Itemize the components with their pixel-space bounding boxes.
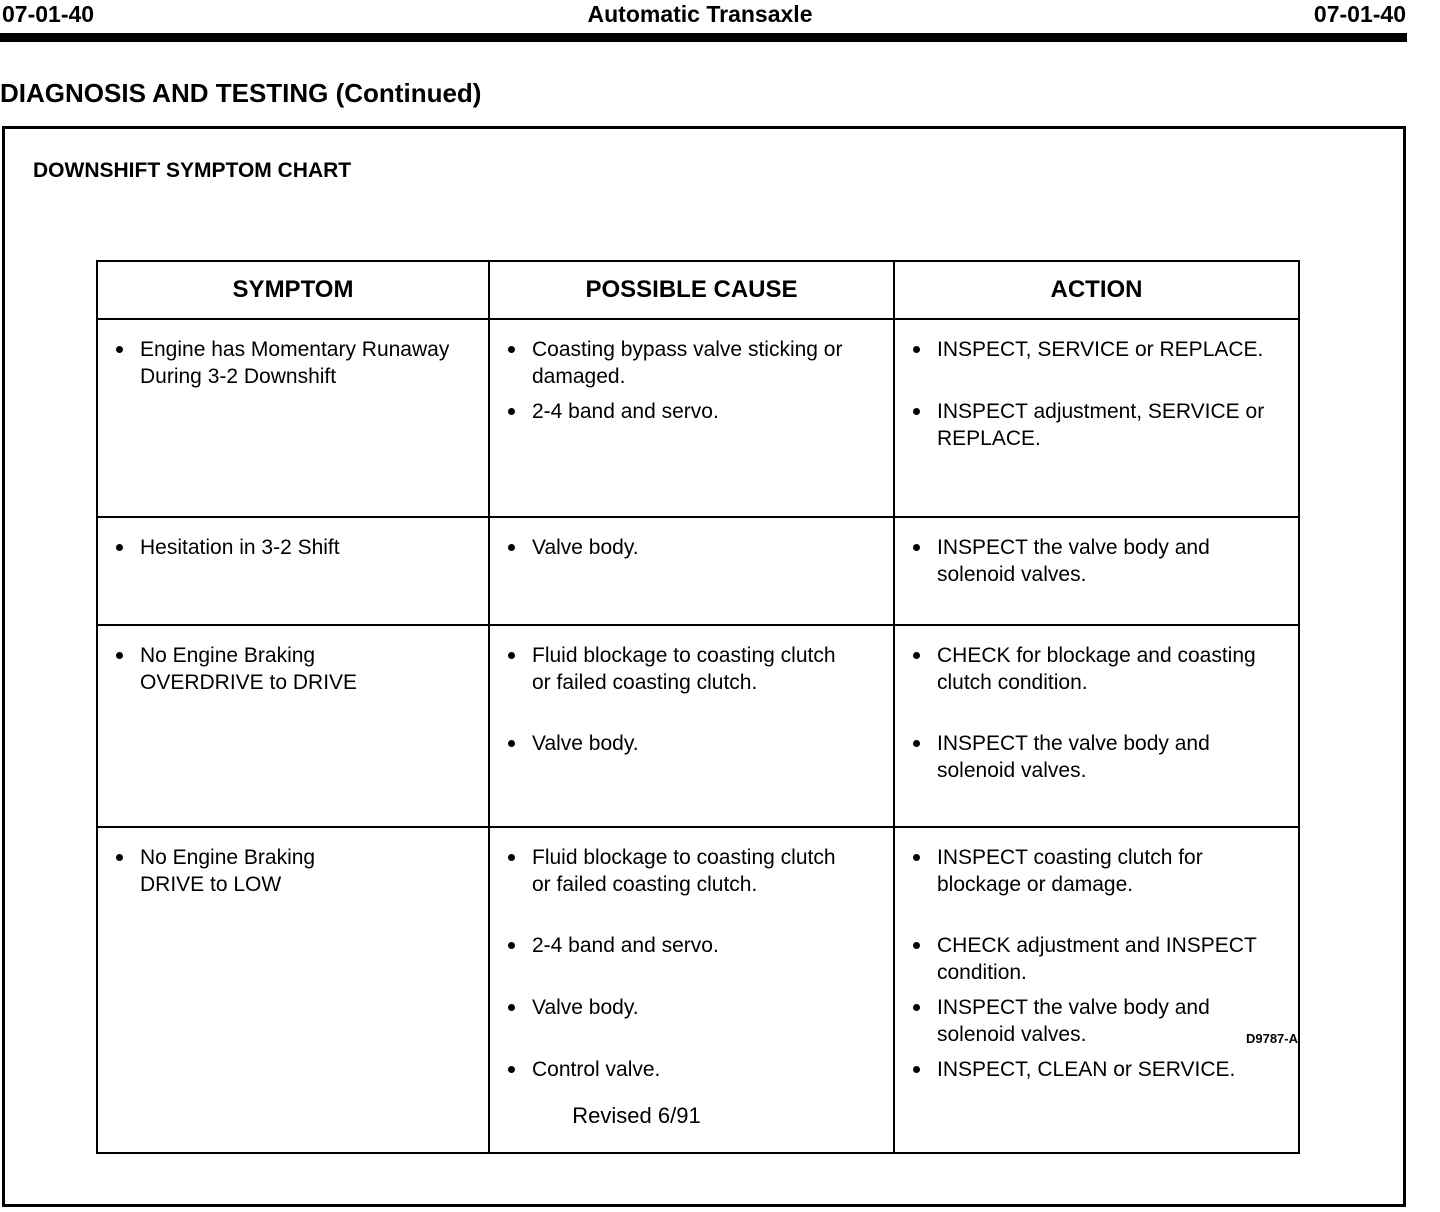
symptom-cell	[97, 625, 489, 827]
chart-title: DOWNSHIFT SYMPTOM CHART	[33, 159, 352, 182]
cause-item: Fluid blockage to coasting clutch or failed coasting clutch.	[502, 844, 843, 932]
action-item: CHECK for blockage and coasting clutch condition.	[907, 642, 1288, 730]
action-item: INSPECT, CLEAN or SERVICE.	[907, 1056, 1288, 1083]
action-cell	[894, 319, 1299, 517]
action-item: INSPECT the valve body and solenoid valves.	[907, 994, 1288, 1056]
column-header-action: ACTION	[894, 261, 1299, 319]
column-header-symptom: SYMPTOM	[97, 261, 489, 319]
action-item: CHECK adjustment and INSPECT condition.	[907, 932, 1288, 994]
cause-item: Valve body.	[502, 730, 843, 757]
revision-note: Revised 6/91	[572, 1103, 701, 1128]
cause-item: Control valve.	[502, 1056, 843, 1083]
cause-cell	[489, 625, 894, 827]
symptom-item: No Engine Braking DRIVE to LOW	[110, 844, 378, 898]
downshift-symptom-table	[96, 260, 1300, 1154]
action-item: INSPECT adjustment, SERVICE or REPLACE.	[907, 398, 1288, 452]
section-title: DIAGNOSIS AND TESTING (Continued)	[0, 78, 482, 108]
action-cell	[894, 625, 1299, 827]
cause-item: 2-4 band and servo.	[502, 932, 843, 994]
table-row	[97, 319, 1299, 517]
action-item: INSPECT coasting clutch for blockage or damage.	[907, 844, 1288, 932]
cause-cell	[489, 319, 894, 517]
header-rule	[0, 33, 1407, 42]
action-item: INSPECT the valve body and solenoid valves.	[907, 730, 1288, 784]
column-header-possible-cause: POSSIBLE CAUSE	[489, 261, 894, 319]
cause-item: Fluid blockage to coasting clutch or failed coasting clutch.	[502, 642, 843, 730]
cause-item: 2-4 band and servo.	[502, 398, 883, 425]
symptom-cell	[97, 319, 489, 517]
table-row	[97, 517, 1299, 625]
cause-item: Valve body.	[502, 534, 883, 561]
action-item: INSPECT, SERVICE or REPLACE.	[907, 336, 1288, 398]
cause-cell	[489, 517, 894, 625]
page-number-right: 07-01-40	[1313, 1, 1406, 27]
cause-item: Valve body.	[502, 994, 843, 1056]
table-header-row	[97, 261, 1299, 319]
symptom-item: Engine has Momentary Runaway During 3-2 Downshift	[110, 336, 478, 390]
action-cell	[894, 517, 1299, 625]
page-number-left: 07-01-40	[2, 1, 95, 27]
symptom-cell	[97, 517, 489, 625]
symptom-item: No Engine Braking OVERDRIVE to DRIVE	[110, 642, 418, 696]
symptom-item: Hesitation in 3-2 Shift	[110, 534, 478, 561]
table-row	[97, 625, 1299, 827]
action-item: INSPECT the valve body and solenoid valves.	[907, 534, 1288, 588]
cause-item: Coasting bypass valve sticking or damaged.	[502, 336, 883, 398]
figure-id: D9787-A	[1245, 1031, 1298, 1046]
document-title: Automatic Transaxle	[587, 1, 813, 27]
